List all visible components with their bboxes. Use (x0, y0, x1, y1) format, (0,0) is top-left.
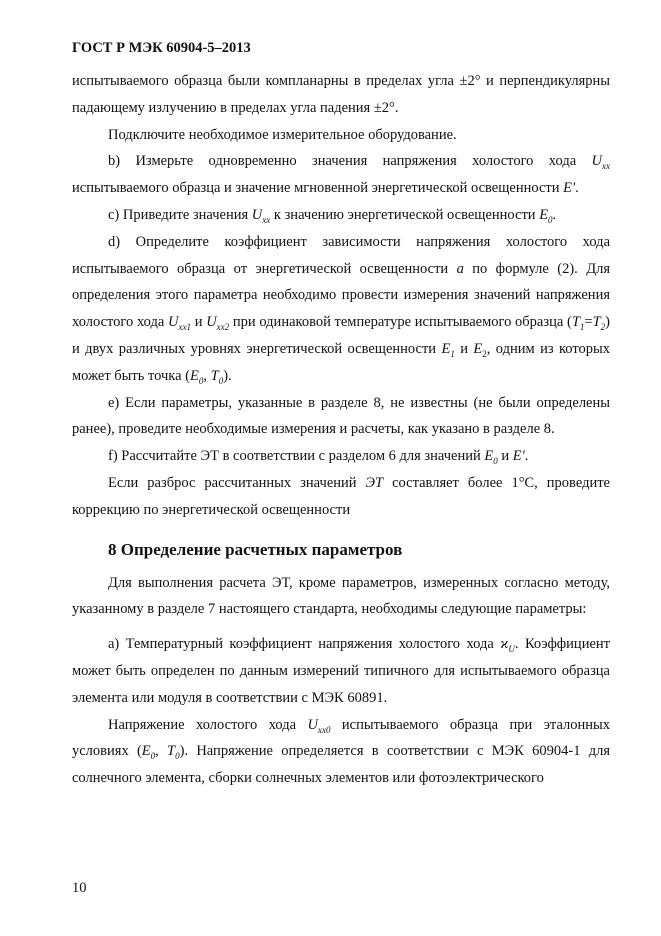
paragraph-spread-correction: Если разброс рассчитанных значений ЭТ составляет более 1°С, проведите коррекцию по энергетической освещенности (72, 474, 610, 518)
paragraph-item-a: a) Температурный коэффициент напряжения холостого хода $ϰ_U$. Коэффициент может быть определен по данным измерений типичного для испытываемого образца элемента или модуля в соответствии с МЭК 60891. (72, 636, 610, 706)
paragraph-connect-equipment: Подключите необходимое измерительное оборудование. (108, 126, 457, 143)
paragraph-section-intro: Для выполнения расчета ЭТ, кроме параметров, измеренных согласно методу, указанному в разделе 7 настоящего стандарта, необходимы следующие параметры: (72, 574, 610, 618)
paragraph-reference-voltage: Напряжение холостого хода $U_{xx0}$ испытываемого образца при эталонных условиях ($E_0$, $T_0$). Напряжение определяется в соответствии с МЭК 60904-1 для солнечного элемента, сборки солнечных элементов или фотоэлектрического (72, 716, 611, 787)
paragraph-step-b: b) Измерьте одновременно значения напряжения холостого хода $U_{xx}$ испытываемого образца и значение мгновенной энергетической освещенности E'. (72, 153, 610, 197)
paragraph-step-d: d) Определите коэффициент зависимости напряжения холостого хода испытываемого образца от энергетической освещенности a по формуле (2). Для определения этого параметра необходимо провести измерения значений напряжения холостого хода $U_{xx1}$ и $U_{xx2}$ при одинаковой температуре испытываемого образца $(T_1=T_2)$ и двух различных уровнях энергетической освещенности $E_1$ и $E_2$, одним из которых может быть точка ($E_0$, $T_0$). (72, 233, 611, 386)
paragraph-step-c: c) Приведите значения $U_{xx}$ к значению энергетической освещенности $E_0$. (108, 206, 557, 225)
paragraph-continuation: испытываемого образца были компланарны в пределах угла ±2° и перпендикулярны падающему излучению в пределах угла падения ±2°. (72, 73, 610, 116)
document-body (72, 68, 610, 792)
paragraph-step-f: f) Рассчитайте ЭТ в соответствии с разделом 6 для значений $E_0$ и E'. (108, 448, 529, 467)
document-header: ГОСТ Р МЭК 60904-5–2013 (72, 40, 251, 56)
kappa-symbol: ϰ (500, 636, 509, 653)
paragraph-step-e: e) Если параметры, указанные в разделе 8, не известны (не были определены ранее), проведите необходимые измерения и расчеты, как указано в разделе 8. (72, 394, 610, 438)
page-number: 10 (72, 880, 87, 896)
section-heading: 8 Определение расчетных параметров (108, 539, 403, 559)
